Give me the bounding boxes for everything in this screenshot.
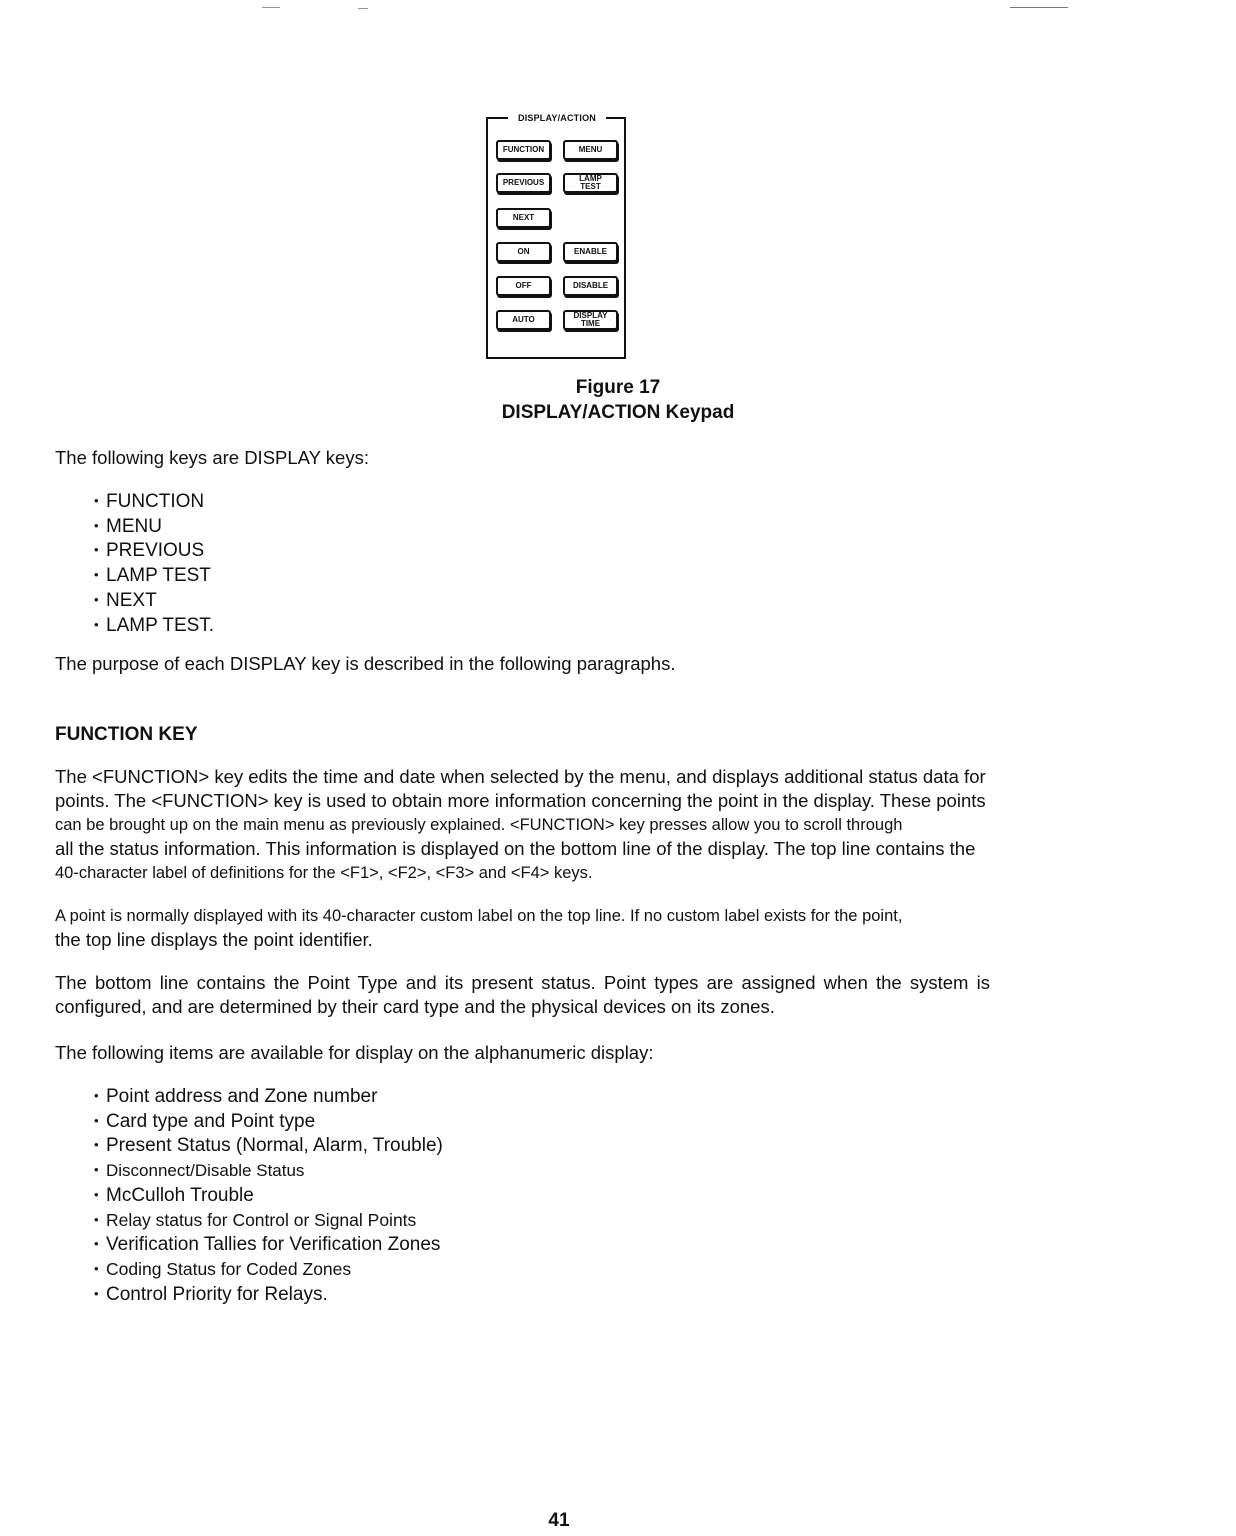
list-item: • Coding Status for Coded Zones	[94, 1257, 443, 1282]
list-item: • Card type and Point type	[94, 1109, 443, 1134]
key-label: OFF	[515, 281, 532, 290]
key-label: DISABLE	[572, 281, 609, 290]
display-keys-intro: The following keys are DISPLAY keys:	[55, 447, 369, 468]
off-key	[496, 276, 551, 296]
text-line: The bottom line contains the Point Type and its present status. Point types are assigned when the system is	[55, 972, 990, 993]
on-key	[496, 242, 551, 262]
menu-key	[563, 140, 618, 160]
list-item: • PREVIOUS	[94, 538, 214, 563]
scan-mark	[262, 7, 280, 8]
text-line: configured, and are determined by their card type and the physical devices on its zones.	[55, 996, 775, 1017]
page-number: 41	[548, 1510, 570, 1531]
text-line: 40-character label of definitions for the <F1>, <F2>, <F3> and <F4> keys.	[55, 864, 593, 882]
key-label: MENU	[578, 145, 603, 154]
disable-key	[563, 276, 618, 296]
list-item: • MENU	[94, 514, 214, 539]
display-items-list	[94, 1084, 443, 1306]
paragraph-point-label	[55, 904, 1063, 952]
scan-mark	[1010, 7, 1068, 8]
list-item: • McCulloh Trouble	[94, 1183, 443, 1208]
key-label-line2: TEST	[580, 182, 601, 191]
list-item: • LAMP TEST.	[94, 613, 214, 638]
purpose-paragraph: The purpose of each DISPLAY key is described in the following paragraphs.	[55, 653, 676, 674]
key-label: ENABLE	[574, 247, 607, 256]
key-label: FUNCTION	[502, 145, 545, 154]
text-line: points. The <FUNCTION> key is used to obtain more information concerning the point in the display. These points	[55, 790, 986, 811]
paragraph-function-key	[55, 765, 1063, 885]
list-item: • Present Status (Normal, Alarm, Trouble)	[94, 1133, 443, 1158]
scan-mark	[358, 8, 368, 9]
display-keys-list	[94, 489, 214, 637]
keypad-panel-label: DISPLAY/ACTION	[508, 111, 606, 125]
list-item: • NEXT	[94, 588, 214, 613]
list-item: • Verification Tallies for Verification Zones	[94, 1232, 443, 1257]
figure-caption-number: Figure 17	[575, 377, 661, 398]
section-heading: FUNCTION KEY	[55, 724, 198, 745]
list-item: • Point address and Zone number	[94, 1084, 443, 1109]
text-line: the top line displays the point identifier.	[55, 929, 373, 950]
key-label: NEXT	[512, 213, 535, 222]
figure-caption-title: DISPLAY/ACTION Keypad	[501, 402, 735, 423]
display-time-key	[563, 310, 618, 330]
function-key	[496, 140, 551, 160]
auto-key	[496, 310, 551, 330]
list-item: • Relay status for Control or Signal Points	[94, 1208, 443, 1233]
list-item: • LAMP TEST	[94, 563, 214, 588]
list-item: • Control Priority for Relays.	[94, 1282, 443, 1307]
text-line: A point is normally displayed with its 40-character custom label on the top line. If no custom label exists for the point,	[55, 907, 903, 925]
key-label: ON	[517, 247, 530, 256]
key-label: AUTO	[512, 315, 535, 324]
list-item: • FUNCTION	[94, 489, 214, 514]
key-label-line1: DISPLAY	[573, 311, 608, 320]
list-item: • Disconnect/Disable Status	[94, 1158, 443, 1183]
paragraph-items-intro: The following items are available for display on the alphanumeric display:	[55, 1042, 654, 1063]
key-label-line2: TIME	[580, 319, 601, 328]
text-line: The <FUNCTION> key edits the time and date when selected by the menu, and displays additional status data for	[55, 766, 986, 787]
previous-key	[496, 173, 551, 193]
key-label-line1: LAMP	[579, 174, 602, 183]
lamp-test-key	[563, 173, 618, 193]
text-line: all the status information. This information is displayed on the bottom line of the display. The top line contains the	[55, 838, 976, 859]
enable-key	[563, 242, 618, 262]
next-key	[496, 208, 551, 228]
key-label: PREVIOUS	[502, 178, 545, 187]
text-line: can be brought up on the main menu as previously explained. <FUNCTION> key presses allow you to scroll through	[55, 816, 903, 834]
paragraph-bottom-line	[55, 971, 1063, 1019]
